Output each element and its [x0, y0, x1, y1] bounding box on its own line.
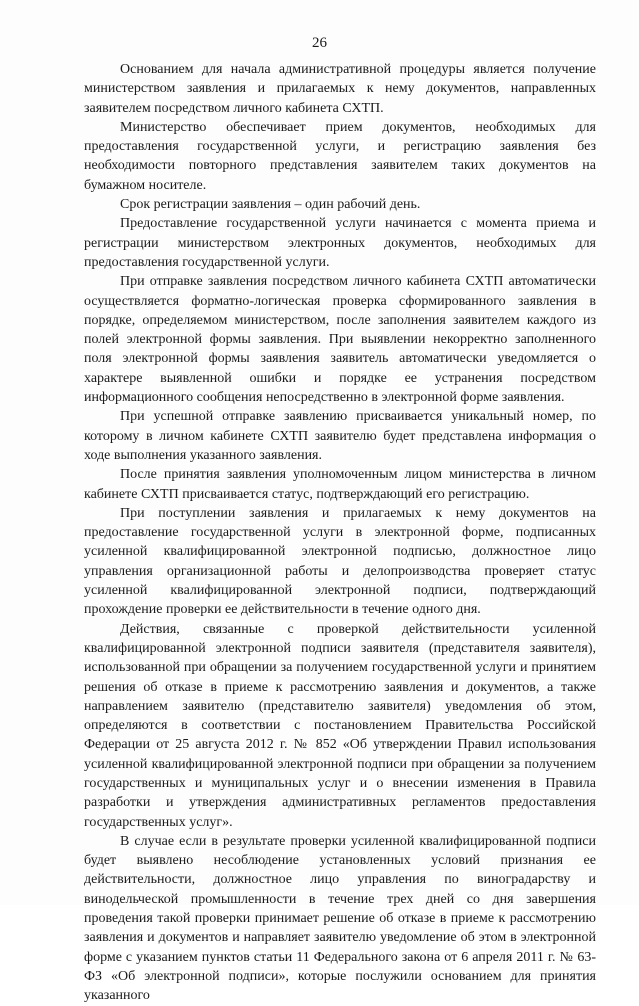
paragraph-document-acceptance: Министерство обеспечивает прием документов, необходимых для предоставления государственной услуги, и регистрацию заявления без необходимости повторного представления заявителем таких документов на бумажном носителе.: [84, 119, 596, 193]
paragraph-status-assignment: После принятия заявления уполномоченным лицом министерства в личном кабинете СХТП присваивается статус, подтверждающий его регистрацию.: [84, 467, 596, 502]
paragraph-format-check: При отправке заявления посредством личного кабинета СХТП автоматически осуществляется форматно-логическая проверка сформированного заявления в порядке, определяемом министерством, после заполнения заявителем каждого из полей электронной формы заявления. При выявлении некорректно заполненного поля электронной формы заявления заявитель автоматически уведомляется о характере выявленной ошибки и порядке ее устранения посредством информационного сообщения непосредственно в электронной форме заявления.: [84, 274, 596, 406]
paragraph-registration-period: Срок регистрации заявления – один рабочий день.: [120, 197, 421, 213]
paragraph-signature-check: При поступлении заявления и прилагаемых к нему документов на предоставление государственной услуги в электронной форме, подписанных усиленной квалифицированной электронной подписью, должностное лицо управления организационной работы и делопроизводства проверяет статус усиленной квалифицированной электронной подписи, подтверждающий прохождение проверки ее действительности в течение одного дня.: [84, 505, 596, 618]
paragraph-signature-actions: Действия, связанные с проверкой действительности усиленной квалифицированной электронной подписи заявителя (представителя заявителя), использованной при обращении за получением государственной услуги и принятием решения об отказе в приеме к рассмотрению заявления и документов, а также направлением заявителю (представителю заявителя) уведомления об этом, определяются в соответствии с постановлением Правительства Российской Федерации от 25 августа 2012 г. № 852 «Об утверждении Правил использования усиленной квалифицированной электронной подписи при обращении за получением государственных и муниципальных услуг и о внесении изменения в Правила разработки и утверждения административных регламентов предоставления государственных услуг».: [84, 621, 596, 830]
document-body: [84, 60, 596, 1006]
paragraph-basis: Основанием для начала административной процедуры является получение министерством заявления и прилагаемых к нему документов, направленных заявителем посредством личного кабинета СХТП.: [84, 62, 596, 116]
paragraph-refusal: В случае если в результате проверки усиленной квалифицированной подписи будет выявлено несоблюдение установленных условий признания ее действительности, должностное лицо управления по виноградарству и винодельческой промышленности в течение трех дней со дня завершения проведения такой проверки принимает решение об отказе в приеме к рассмотрению заявления и документов и направляет заявителю уведомление об этом в электронной форме с указанием пунктов статьи 11 Федерального закона от 6 апреля 2011 г. № 63-ФЗ «Об электронной подписи», которые послужили основанием для принятия указанного: [84, 833, 596, 1004]
paragraph-unique-number: При успешной отправке заявлению присваивается уникальный номер, по которому в личном кабинете СХТП заявителю будет представлена информация о ходе выполнения указанного заявления.: [84, 409, 596, 463]
page-number: 26: [312, 35, 327, 51]
paragraph-service-start: Предоставление государственной услуги начинается с момента приема и регистрации министерством электронных документов, необходимых для предоставления государственной услуги.: [84, 216, 596, 270]
